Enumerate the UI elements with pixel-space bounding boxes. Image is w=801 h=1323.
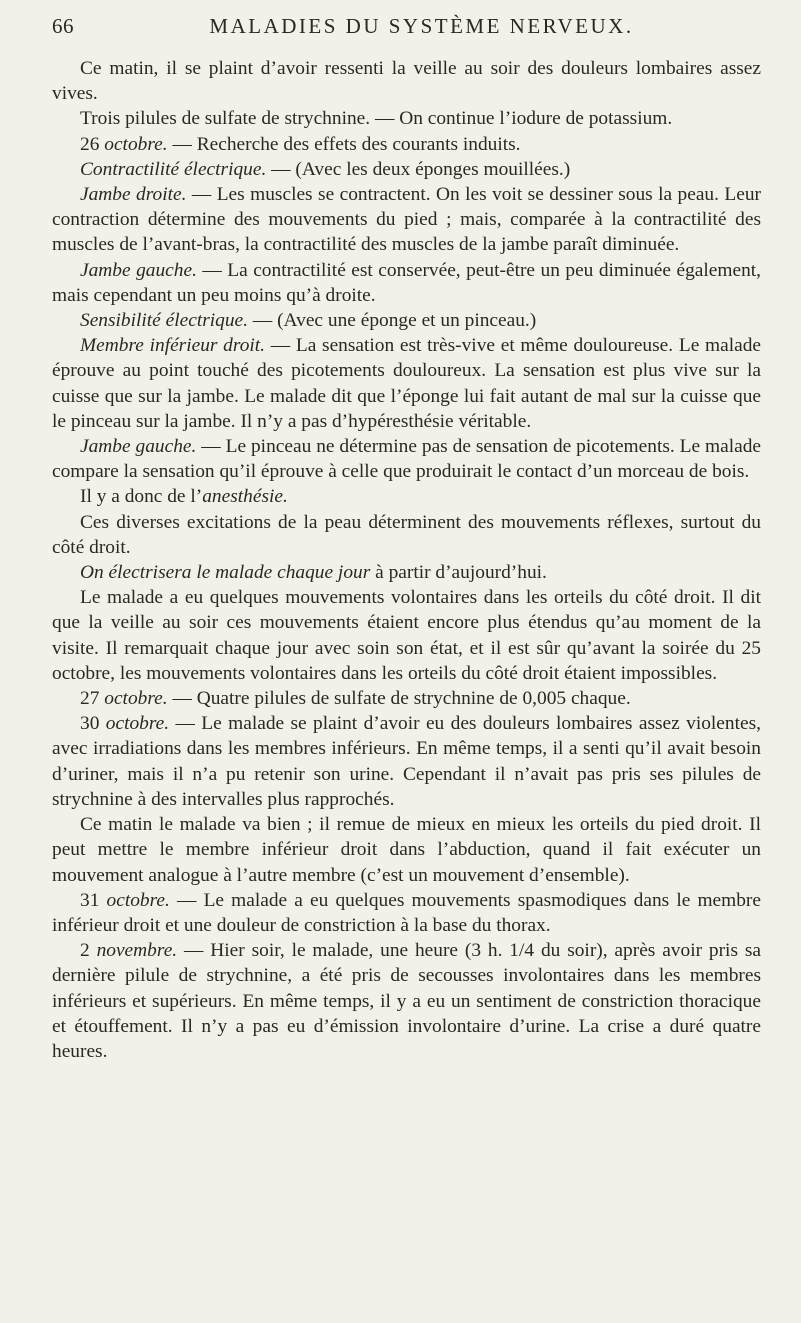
text-run: Il y a donc de l’: [80, 486, 203, 508]
paragraph: [52, 686, 761, 711]
paragraph: [52, 333, 761, 434]
text-run: Le malade a eu quelques mouvements volontaires dans les orteils du côté droit. Il dit que la veille au soir ces mouvements étaient encore plus étendus qu’au moment de la visite. Il remarquait chaque jour avec soin son état, et il est sûr qu’avant la soirée du 25 octobre, les mouvements volontaires dans les orteils du côté droit étaient impossibles.: [52, 587, 761, 684]
paragraph: [52, 157, 761, 182]
text-run: — (Avec une éponge et un pinceau.): [248, 310, 537, 332]
text-run: Ce matin le malade va bien ; il remue de mieux en mieux les orteils du pied droit. Il peut mettre le membre inférieur droit dans l’abduction, quand il fait exécuter un mouvement analogue à l’autre membre (c’est un mouvement d’ensemble).: [52, 814, 761, 886]
paragraph: [52, 560, 761, 585]
paragraph: [52, 585, 761, 686]
paragraph: [52, 938, 761, 1064]
text-run: 26: [80, 133, 105, 155]
italic-text: novembre.: [96, 940, 178, 962]
text-run: Ces diverses excitations de la peau déterminent des mouvements réflexes, surtout du côté droit.: [52, 511, 761, 558]
italic-text: Membre inférieur droit.: [80, 335, 266, 357]
italic-text: Contractilité électrique.: [80, 158, 267, 180]
text-run: à partir d’aujourd’hui.: [370, 562, 547, 584]
text-run: — Le malade a eu quelques mouvements spasmodiques dans le membre inférieur droit et une douleur de constriction à la base du thorax.: [52, 889, 761, 936]
text-run: — Le malade se plaint d’avoir eu des douleurs lombaires assez violentes, avec irradiations dans les membres inférieurs. En même temps, il a senti qu’il avait besoin d’uriner, mais il n’a pu retenir son urine. Cependant il n’avait pas pris ses pilules de strychnine à des intervalles plus rapprochés.: [52, 713, 761, 810]
text-run: 27: [80, 688, 105, 710]
text-run: — Recherche des effets des courants induits.: [167, 133, 521, 155]
italic-text: anesthésie.: [202, 486, 288, 508]
text-run: — Quatre pilules de sulfate de strychnine de 0,005 chaque.: [167, 688, 631, 710]
paragraph: [52, 258, 761, 308]
paragraph: [52, 888, 761, 938]
paragraph: [52, 106, 761, 131]
text-run: — (Avec les deux éponges mouillées.): [266, 158, 571, 180]
italic-text: octobre.: [104, 133, 168, 155]
text-run: Ce matin, il se plaint d’avoir ressenti la veille au soir des douleurs lombaires assez vives.: [52, 58, 761, 105]
italic-text: Jambe droite.: [80, 184, 187, 206]
paragraph: [52, 434, 761, 484]
paragraph: [52, 711, 761, 812]
page-header: [52, 14, 761, 50]
paragraph: [52, 182, 761, 258]
text-run: 31: [80, 889, 107, 911]
text-run: — La sensation est très-vive et même douloureuse. Le malade éprouve au point touché des picotements douloureux. La sensation est plus vive sur la cuisse que sur la jambe. Le malade dit que l’éponge lui fait autant de mal sur la cuisse que le pinceau sur la jambe. Il n’y a pas d’hypéresthésie véritable.: [52, 335, 761, 432]
text-run: — Le pinceau ne détermine pas de sensation de picotements. Le malade compare la sensation qu’il éprouve à celle que produirait le contact d’un morceau de bois.: [52, 436, 761, 483]
italic-text: octobre.: [105, 713, 170, 735]
page-number: 66: [52, 14, 74, 38]
italic-text: On électrisera le malade chaque jour: [80, 562, 371, 584]
italic-text: Jambe gauche.: [80, 259, 197, 281]
text-run: — La contractilité est conservée, peut-être un peu diminuée également, mais cependant un peu moins qu’à droite.: [52, 259, 761, 306]
text-run: 30: [80, 713, 106, 735]
italic-text: octobre.: [106, 889, 170, 911]
text-run: 2: [80, 940, 97, 962]
paragraph: [52, 56, 761, 106]
text-run: — Hier soir, le malade, une heure (3 h. 1/4 du soir), après avoir pris sa dernière pilule de strychnine, a été pris de secousses involontaires dans les membres inférieurs et supérieurs. En même temps, il y a eu un sentiment de constriction thoracique et étouffement. Il n’y a pas eu d’émission involontaire d’urine. La crise a duré quatre heures.: [52, 940, 761, 1062]
paragraph: [52, 308, 761, 333]
paragraph: [52, 812, 761, 888]
paragraph: [52, 132, 761, 157]
text-run: Trois pilules de sulfate de strychnine. — On continue l’iodure de potassium.: [80, 108, 673, 130]
running-title: MALADIES DU SYSTÈME NERVEUX.: [209, 14, 634, 38]
italic-text: Jambe gauche.: [80, 436, 197, 458]
text-run: — Les muscles se contractent. On les voit se dessiner sous la peau. Leur contraction détermine des mouvements du pied ; mais, comparée à la contractilité des muscles de l’avant-bras, la contractilité des muscles de la jambe paraît diminuée.: [52, 184, 761, 256]
italic-text: Sensibilité électrique.: [80, 310, 249, 332]
paragraph: [52, 484, 761, 509]
paragraph: [52, 510, 761, 560]
italic-text: octobre.: [104, 688, 168, 710]
body-text: [52, 56, 761, 1064]
